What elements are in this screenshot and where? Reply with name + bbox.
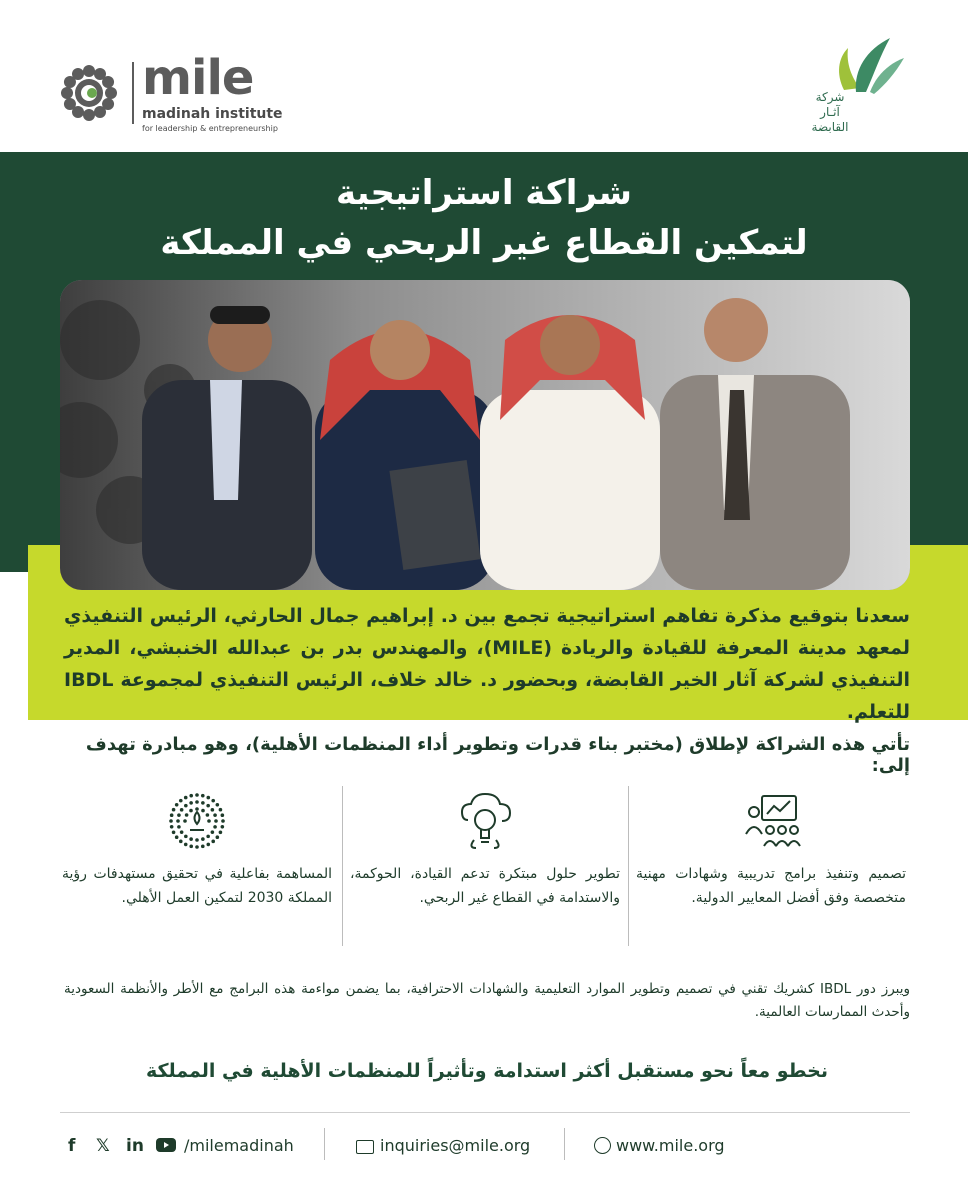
logo-divider	[132, 62, 134, 124]
emblem-dot	[179, 799, 183, 803]
mile-logo	[58, 50, 298, 138]
goal-text: المساهمة بفاعلية في تحقيق مستهدفات رؤية المملكة 2030 لتمكين العمل الأهلي.	[62, 866, 332, 906]
emblem-dot	[176, 819, 180, 823]
emblem-dot	[195, 800, 199, 804]
emblem-dot	[216, 803, 220, 807]
emblem-petal	[94, 106, 106, 118]
mile-tagline: for leadership & entrepreneurship	[142, 124, 278, 133]
emblem-dot	[211, 840, 215, 844]
emblem-dot	[201, 794, 205, 798]
athar-text-line: شركة	[815, 90, 845, 104]
emblem-dot	[206, 796, 210, 800]
emblem-dot	[201, 809, 205, 813]
innovation-cloud-bulb-icon	[454, 790, 516, 852]
x-icon[interactable]: 𝕏	[96, 1136, 110, 1156]
goal-item	[62, 790, 332, 950]
emblem-dot	[175, 803, 179, 807]
emblem-dot	[189, 809, 193, 813]
mile-wordmark: mile	[142, 50, 254, 106]
emblem-dot	[211, 799, 215, 803]
emblem-dot	[195, 838, 199, 842]
emblem-dot	[211, 830, 215, 834]
emblem-dot	[170, 813, 174, 817]
footer-divider	[60, 1112, 910, 1113]
emblem-dot	[206, 804, 210, 808]
emblem-petal	[64, 98, 76, 110]
emblem-dot	[180, 808, 184, 812]
emblem-dot	[175, 835, 179, 839]
email-link[interactable]: inquiries@mile.org	[380, 1136, 531, 1155]
emblem-dot	[172, 830, 176, 834]
emblem-dot	[206, 843, 210, 847]
title-line-2: لتمكين القطاع غير الربحي في المملكة	[160, 223, 808, 263]
emblem-dot	[219, 830, 223, 834]
training-presentation-icon	[740, 790, 802, 852]
emblem-dot	[189, 794, 193, 798]
emblem-dot	[170, 825, 174, 829]
emblem-dot	[211, 808, 215, 812]
mail-icon	[356, 1140, 374, 1154]
emblem-petal	[83, 109, 95, 121]
emblem-dot	[207, 819, 211, 823]
column-divider	[628, 786, 629, 946]
emblem-dot	[221, 819, 225, 823]
emblem-dot	[179, 840, 183, 844]
mile-emblem-icon	[58, 62, 120, 124]
emblem-dot	[216, 835, 220, 839]
emblem-dot	[169, 819, 173, 823]
intro-paragraph: سعدنا بتوقيع مذكرة تفاهم استراتيجية تجمع بين د. إبراهيم جمال الحارثي، الرئيس التنفيذي لمعهد مدينة المعرفة للقيادة والريادة (MILE)، والمهندس بدر بن عبدالله الخنبشي، المدير التنفيذي لشركة آثار الخير القابضة، وبحضور د. خالد خلاف، الرئيس التنفيذي لمجموعة IBDL للتعلم.	[64, 605, 910, 723]
column-divider	[342, 786, 343, 946]
emblem-dot	[201, 801, 205, 805]
group-photo	[60, 280, 910, 590]
emblem-dot	[189, 801, 193, 805]
emblem-dot	[189, 845, 193, 849]
emblem-petal	[83, 65, 95, 77]
emblem-dot	[184, 835, 188, 839]
emblem-dot	[184, 796, 188, 800]
goal-text: تصميم وتنفيذ برامج تدريبية وشهادات مهنية متخصصة وفق أفضل المعايير الدولية.	[636, 866, 906, 906]
title-line-1: شراكة استراتيجية	[336, 173, 632, 213]
vision-2030-emblem-icon	[166, 790, 228, 852]
page-title	[0, 168, 968, 268]
youtube-icon[interactable]	[156, 1138, 176, 1152]
footer-separator	[324, 1128, 325, 1160]
facebook-icon[interactable]: f	[68, 1136, 76, 1156]
athar-text-line: آثـار	[820, 105, 840, 119]
emblem-dot	[195, 793, 199, 797]
group-photo-illustration	[60, 280, 910, 590]
closing-statement: نخطو معاً نحو مستقبل أكثر استدامة وتأثيراً للمنظمات الأهلية في المملكة	[145, 1060, 828, 1082]
emblem-dot	[180, 830, 184, 834]
mile-subtitle: madinah institute	[142, 106, 283, 122]
emblem-petal	[105, 87, 117, 99]
emblem-dot	[177, 825, 181, 829]
emblem-petal	[72, 68, 84, 80]
footer-separator	[564, 1128, 565, 1160]
emblem-dot	[195, 807, 199, 811]
emblem-dot	[214, 819, 218, 823]
emblem-dot	[221, 813, 225, 817]
emblem-dot	[195, 845, 199, 849]
emblem-dot	[221, 825, 225, 829]
emblem-dot	[184, 804, 188, 808]
emblem-dot	[201, 837, 205, 841]
emblem-petal	[61, 87, 73, 99]
emblem-dot	[177, 813, 181, 817]
emblem-dot	[183, 819, 187, 823]
emblem-dot	[172, 808, 176, 812]
globe-icon	[594, 1137, 611, 1154]
emblem-dot	[213, 825, 217, 829]
athar-text-line: القابضة	[811, 120, 849, 134]
athar-logo-text	[800, 90, 860, 135]
goal-text: تطوير حلول مبتكرة تدعم القيادة، الحوكمة، والاستدامة في القطاع غير الربحي.	[350, 866, 620, 906]
emblem-petal	[102, 76, 114, 88]
social-handle-link[interactable]: /milemadinah	[184, 1136, 294, 1155]
emblem-dot	[185, 813, 189, 817]
emblem-dot	[201, 845, 205, 849]
emblem-dot	[206, 813, 210, 817]
athar-logo	[800, 30, 910, 140]
emblem-dot	[219, 808, 223, 812]
emblem-dot	[213, 813, 217, 817]
emblem-dot	[184, 843, 188, 847]
website-link[interactable]: www.mile.org	[616, 1136, 725, 1155]
linkedin-icon[interactable]: in	[126, 1136, 144, 1156]
ibdl-paragraph: ويبرز دور IBDL كشريك تقني في تصميم وتطوير الموارد التعليمية والشهادات الاحترافية، بما يضمن مواءمة هذه البرامج مع الأطر والأنظمة السعودية وأحدث الممارسات العالمية.	[64, 981, 911, 1020]
emblem-dot	[189, 837, 193, 841]
goal-item	[350, 790, 620, 950]
footer	[60, 1128, 910, 1168]
goal-item	[636, 790, 906, 950]
goals-lead: تأتي هذه الشراكة لإطلاق (مختبر بناء قدرات وتطوير أداء المنظمات الأهلية)، وهو مبادرة تهدف إلى:	[85, 734, 910, 776]
emblem-dot	[206, 835, 210, 839]
